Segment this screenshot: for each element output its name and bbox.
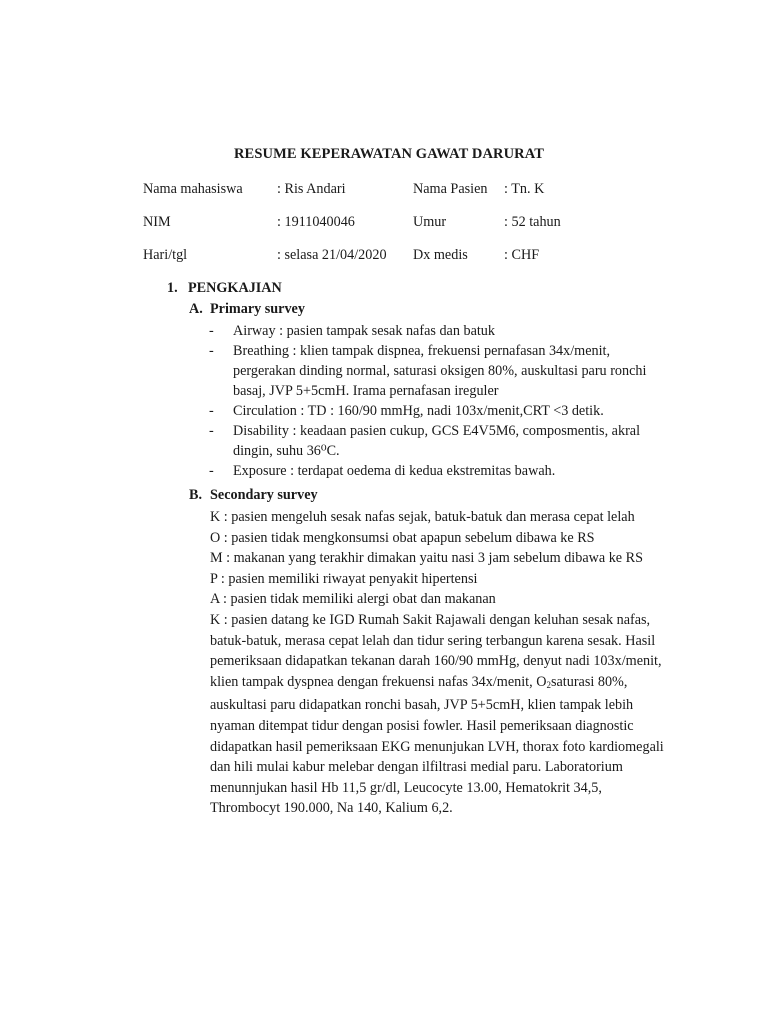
kompak-makanan: M : makanan yang terakhir dimakan yaitu nasi 3 jam sebelum dibawa ke RS: [210, 550, 644, 567]
label-patient-name: Nama Pasien: [413, 181, 488, 197]
kronologi-text-2: saturasi 80%, auskultasi paru didapatkan ronchi basah, JVP 5+5cmH, klien tampak lebih nyaman ditempat tidur dengan posisi fowler. Hasil pemeriksaan diagnostic didapatkan hasil pemeriksaan EKG menunjukan LVH, thorax foto kardiomegali dan hili mulai kabur melebar dengan ilfiltrasi medial paru. Laboratorium menunnjukan hasil Hb 11,5 gr/dl, Leucocyte 13.00, Hematokrit 34,5, Thrombocyt 190.000, Na 140, Kalium 6,2.: [210, 673, 664, 817]
info-row-nim: [0, 214, 768, 234]
list-item-disability: - Disability : keadaan pasien cukup, GCS E4V5M6, composmentis, akral dingin, suhu 36⁰C.: [209, 421, 649, 461]
section-heading-pengkajian: [167, 280, 282, 297]
label-diagnosis: Dx medis: [413, 247, 468, 263]
list-item-exposure: - Exposure : terdapat oedema di kedua ekstremitas bawah.: [209, 461, 649, 481]
value-student-name: : Ris Andari: [277, 181, 346, 197]
kompak-kronologi: [210, 610, 665, 819]
list-item-breathing: - Breathing : klien tampak dispnea, frekuensi pernafasan 34x/menit, pergerakan dinding normal, saturasi oksigen 80%, auskultasi paru ronchi basaj, JVP 5+5cmH. Irama pernafasan ireguler: [209, 341, 649, 401]
subsection-title-primary: Primary survey: [210, 301, 305, 317]
kompak-keluhan: K : pasien mengeluh sesak nafas sejak, batuk-batuk dan merasa cepat lelah: [210, 509, 635, 525]
label-date: Hari/tgl: [143, 247, 188, 263]
value-nim: : 1911040046: [277, 214, 355, 230]
subsection-heading-secondary: [189, 487, 318, 504]
info-row-student: [0, 181, 768, 201]
kompak-penyakit: P : pasien memiliki riwayat penyakit hipertensi: [210, 570, 478, 587]
oxygen-subscript: 2: [546, 679, 551, 690]
section-number: 1.: [167, 280, 178, 296]
subsection-letter-b: B.: [189, 487, 203, 503]
kronologi-text-1: K : pasien datang ke IGD Rumah Sakit Rajawali dengan keluhan sesak nafas, batuk-batuk, merasa cepat lelah dan tidur sering terbangun karena sesak. Hasil pemeriksaan didapatkan tekanan darah 160/90 mmHg, denyut nadi 103x/menit, klien tampak dyspnea dengan frekuensi nafas 34x/menit, O: [210, 611, 662, 690]
secondary-survey-body: [210, 507, 665, 819]
label-student-name: Nama mahasiswa: [143, 181, 243, 197]
value-patient-name: : Tn. K: [504, 181, 545, 197]
kompak-alergi: A : pasien tidak memiliki alergi obat dan makanan: [210, 591, 496, 608]
primary-survey-list: [209, 321, 649, 481]
value-age: : 52 tahun: [504, 214, 561, 230]
section-title: PENGKAJIAN: [188, 280, 282, 296]
list-item-circulation: - Circulation : TD : 160/90 mmHg, nadi 103x/menit,CRT <3 detik.: [209, 401, 649, 421]
kompak-obat: O : pasien tidak mengkonsumsi obat apapun sebelum dibawa ke RS: [210, 529, 595, 546]
subsection-heading-primary: [189, 301, 305, 318]
value-date: : selasa 21/04/2020: [277, 247, 387, 263]
info-row-date: [0, 247, 768, 267]
subsection-letter-a: A.: [189, 301, 203, 317]
label-nim: NIM: [143, 214, 171, 230]
label-age: Umur: [413, 214, 447, 230]
list-item-airway: - Airway : pasien tampak sesak nafas dan batuk: [209, 321, 649, 341]
value-diagnosis: : CHF: [504, 247, 540, 263]
subsection-title-secondary: Secondary survey: [210, 487, 318, 503]
document-title: RESUME KEPERAWATAN GAWAT DARURAT: [233, 146, 544, 162]
